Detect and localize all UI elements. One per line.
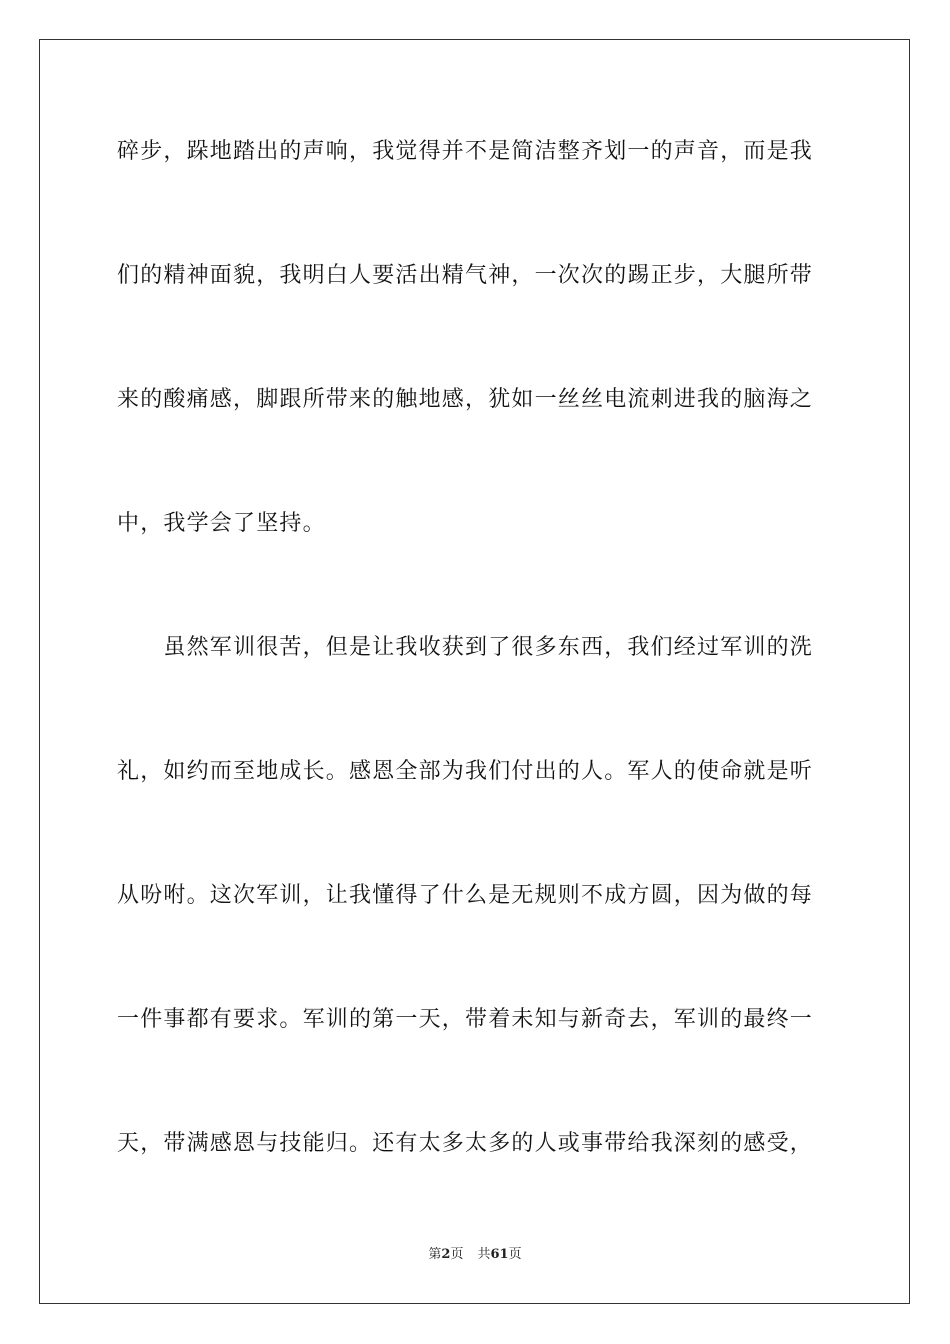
text-line-6: 礼，如约而至地成长。感恩全部为我们付出的人。军人的使命就是听 xyxy=(117,759,814,784)
page-border xyxy=(39,39,910,1304)
text-line-1: 碎步，跺地踏出的声响，我觉得并不是简洁整齐划一的声音，而是我 xyxy=(117,139,814,164)
page-footer xyxy=(0,1246,950,1264)
text-line-4: 中，我学会了坚持。 xyxy=(117,511,326,536)
page-number: 2 xyxy=(441,1247,451,1262)
page-prefix: 第 xyxy=(428,1247,442,1262)
text-line-5: 虽然军训很苦，但是让我收获到了很多东西，我们经过军训的洗 xyxy=(117,635,814,660)
text-line-2: 们的精神面貌，我明白人要活出精气神，一次次的踢正步，大腿所带 xyxy=(117,263,814,288)
page-suffix: 页 xyxy=(450,1247,464,1262)
text-line-9: 天，带满感恩与技能归。还有太多太多的人或事带给我深刻的感受， xyxy=(117,1131,814,1156)
total-suffix: 页 xyxy=(508,1247,522,1262)
total-prefix: 共 xyxy=(477,1247,491,1262)
text-line-8: 一件事都有要求。军训的第一天，带着未知与新奇去，军训的最终一 xyxy=(117,1007,814,1032)
total-pages: 61 xyxy=(490,1247,509,1262)
text-line-3: 来的酸痛感，脚跟所带来的触地感，犹如一丝丝电流刺进我的脑海之 xyxy=(117,387,814,412)
text-line-7: 从吩咐。这次军训，让我懂得了什么是无规则不成方圆，因为做的每 xyxy=(117,883,814,908)
